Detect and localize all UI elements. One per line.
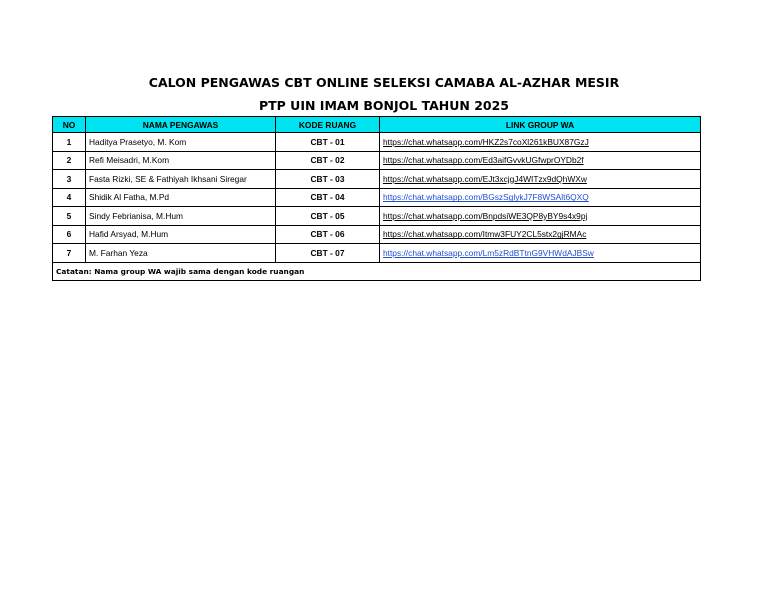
supervisor-name: Shidik Al Fatha, M.Pd xyxy=(86,188,276,207)
supervisor-name: Haditya Prasetyo, M. Kom xyxy=(86,133,276,152)
supervisor-name: Fasta Rizki, SE & Fathiyah Ikhsani Siregar xyxy=(86,170,276,189)
row-number: 6 xyxy=(53,225,86,244)
document-subtitle: PTP UIN IMAM BONJOL TAHUN 2025 xyxy=(258,98,510,113)
header-wa-group-link: LINK GROUP WA xyxy=(380,117,701,133)
row-number: 5 xyxy=(53,207,86,226)
wa-group-link[interactable]: https://chat.whatsapp.com/BGszSglykJ7F8WSAlt6QXQ xyxy=(380,188,701,207)
row-number: 3 xyxy=(53,170,86,189)
wa-group-link[interactable]: https://chat.whatsapp.com/Itmw3FUY2CL5stx2gjRMAc xyxy=(380,225,701,244)
room-code: CBT - 05 xyxy=(276,207,380,226)
wa-group-link[interactable]: https://chat.whatsapp.com/BnpdsiWE3QP8yBY9s4x9pj xyxy=(380,207,701,226)
row-number: 2 xyxy=(53,151,86,170)
wa-group-link[interactable]: https://chat.whatsapp.com/Ed3aifGvvkUGfwprOYDb2f xyxy=(380,151,701,170)
row-number: 4 xyxy=(53,188,86,207)
header-supervisor-name: NAMA PENGAWAS xyxy=(86,117,276,133)
header-room-code: KODE RUANG xyxy=(276,117,380,133)
table-row xyxy=(53,207,701,226)
table-row xyxy=(53,170,701,189)
row-number: 1 xyxy=(53,133,86,152)
table-row xyxy=(53,225,701,244)
room-code: CBT - 03 xyxy=(276,170,380,189)
room-code: CBT - 01 xyxy=(276,133,380,152)
supervisor-table xyxy=(52,116,701,281)
wa-group-link[interactable]: https://chat.whatsapp.com/EJt3xcjgJ4WITzx9dQhWXw xyxy=(380,170,701,189)
supervisor-name: M. Farhan Yeza xyxy=(86,244,276,263)
supervisor-name: Hafid Arsyad, M.Hum xyxy=(86,225,276,244)
table-row xyxy=(53,188,701,207)
header-no: NO xyxy=(53,117,86,133)
supervisor-name: Sindy Febrianisa, M.Hum xyxy=(86,207,276,226)
table-header-row xyxy=(53,117,701,133)
room-code: CBT - 06 xyxy=(276,225,380,244)
supervisor-name: Refi Meisadri, M.Kom xyxy=(86,151,276,170)
table-row xyxy=(53,151,701,170)
note-row xyxy=(53,262,701,281)
document-title: CALON PENGAWAS CBT ONLINE SELEKSI CAMABA AL-AZHAR MESIR xyxy=(148,75,620,90)
room-code: CBT - 07 xyxy=(276,244,380,263)
room-code: CBT - 02 xyxy=(276,151,380,170)
table-row xyxy=(53,133,701,152)
row-number: 7 xyxy=(53,244,86,263)
room-code: CBT - 04 xyxy=(276,188,380,207)
wa-group-link[interactable]: https://chat.whatsapp.com/Lm5zRdBTtnG9VHWdAJBSw xyxy=(380,244,701,263)
table-row xyxy=(53,244,701,263)
table-note: Catatan: Nama group WA wajib sama dengan kode ruangan xyxy=(53,262,701,281)
wa-group-link[interactable]: https://chat.whatsapp.com/HKZ2s7coXl261kBUX87GzJ xyxy=(380,133,701,152)
